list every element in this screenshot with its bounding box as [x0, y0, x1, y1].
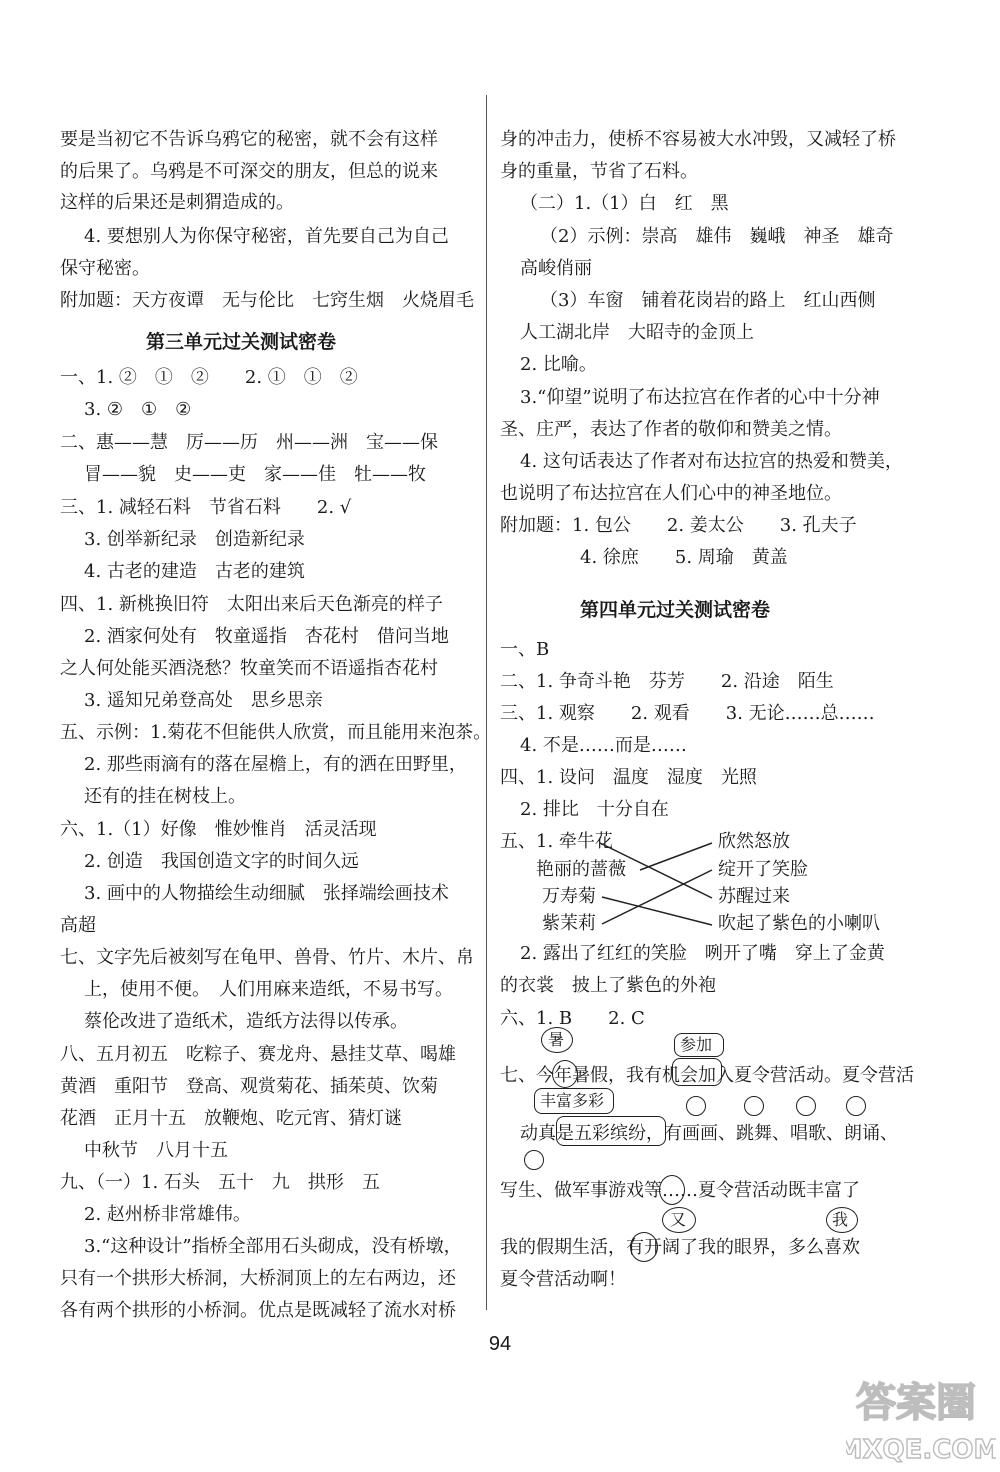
match-right-item: 吹起了紫色的小喇叭: [718, 913, 880, 934]
text-line: 七、今年暑假，我有机会加入夏令营活动。夏令营活: [500, 1065, 914, 1086]
text-line: 2. 排比 十分自在: [520, 799, 669, 820]
correction-circle: [744, 1096, 764, 1116]
correction-circle: [541, 1027, 573, 1053]
correction-circle: [796, 1096, 816, 1116]
correction-mark: 丰富多彩: [540, 1091, 605, 1110]
correction-box: [556, 1116, 666, 1146]
text-line: 冒——貌 史——吏 家——佳 牡——牧: [84, 464, 426, 485]
correction-mark: 又: [670, 1210, 687, 1229]
text-line: 的衣裳 披上了紫色的外袍: [500, 975, 716, 996]
text-line: 附加题：天方夜谭 无与伦比 七窍生烟 火烧眉毛: [60, 290, 474, 311]
watermark-line2: MXQE.COM: [846, 1435, 996, 1465]
text-line: 4. 不是……而是……: [520, 735, 687, 756]
correction-box: [672, 1058, 722, 1086]
match-left-item: 五、1. 牵牛花: [500, 831, 613, 852]
text-line: 写生、做军事游戏等……夏令营活动既丰富了: [500, 1180, 860, 1201]
section-title: 第四单元过关测试密卷: [580, 599, 771, 621]
text-line: 4. 徐庶 5. 周瑜 黄盖: [580, 547, 788, 568]
text-line: 4. 要想别人为你保守秘密，首先要自己为自己: [84, 226, 449, 247]
correction-circle: [524, 1150, 544, 1170]
text-line: 3.“仰望”说明了布达拉宫在作者的心中十分神: [520, 387, 880, 408]
text-line: 2. 酒家何处有 牧童遥指 杏花村 借问当地: [84, 626, 449, 647]
text-line: 圣、庄严，表达了作者的敬仰和赞美之情。: [500, 419, 842, 440]
text-line: 高超: [60, 915, 96, 936]
text-line: 2. 露出了红红的笑脸 咧开了嘴 穿上了金黄: [520, 943, 885, 964]
correction-circle: [662, 1207, 696, 1233]
text-line: 附加题：1. 包公 2. 姜太公 3. 孔夫子: [500, 515, 857, 536]
text-line: 一、B: [500, 639, 550, 660]
match-left-item: 万寿菊: [542, 886, 596, 907]
text-line: 五、示例：1.菊花不但能供人欣赏，而且能用来泡茶。: [60, 722, 492, 743]
text-line: 中秋节 八月十五: [84, 1140, 228, 1161]
text-line: 3. 创举新纪录 创造新纪录: [84, 529, 305, 550]
text-line: 2. 赵州桥非常雄伟。: [84, 1204, 251, 1225]
text-line: 4. 这句话表达了作者对布达拉宫的热爱和赞美，: [520, 451, 903, 472]
text-line: （3）车窗 铺着花岗岩的路上 红山西侧: [540, 290, 876, 311]
text-line: 只有一个拱形大桥洞，大桥洞顶上的左右两边，还: [60, 1268, 456, 1289]
text-line: 保守秘密。: [60, 258, 150, 279]
correction-circle: [826, 1207, 858, 1233]
text-line: 的后果了。乌鸦是不可深交的朋友，但总的说来: [60, 161, 438, 182]
section-title: 第三单元过关测试密卷: [146, 331, 337, 353]
text-line: 身的重量，节省了石料。: [500, 161, 698, 182]
text-line: 七、文字先后被刻写在龟甲、兽骨、竹片、木片、帛: [60, 947, 474, 968]
text-line: 三、1. 观察 2. 观看 3. 无论……总……: [500, 703, 875, 724]
page-number: 94: [488, 1333, 512, 1355]
correction-circle: [630, 1232, 658, 1262]
text-line: 六、1.（1）好像 惟妙惟肖 活灵活现: [60, 819, 377, 840]
text-line: 2. 创造 我国创造文字的时间久远: [84, 851, 359, 872]
text-line: 3.“这种设计”指桥全部用石头砌成，没有桥墩，: [84, 1236, 462, 1257]
text-line: 2. 那些雨滴有的落在屋檐上，有的洒在田野里，: [84, 754, 467, 775]
text-line: 黄酒 重阳节 登高、观赏菊花、插茱萸、饮菊: [60, 1076, 438, 1097]
correction-mark: 我: [832, 1210, 849, 1229]
text-line: （二）1.（1）白 红 黑: [520, 193, 729, 214]
text-line: 二、1. 争奇斗艳 芬芳 2. 沿途 陌生: [500, 671, 834, 692]
correction-box: [674, 1033, 724, 1057]
text-line: 3. 遥知兄弟登高处 思乡思亲: [84, 690, 323, 711]
text-line: 六、1. B 2. C: [500, 1008, 645, 1029]
match-left-item: 紫茉莉: [542, 913, 596, 934]
text-line: 4. 古老的建造 古老的建筑: [84, 561, 305, 582]
text-line: 夏令营活动啊！: [500, 1269, 626, 1290]
text-line: 高峻俏丽: [520, 258, 592, 279]
text-line: 二、惠——慧 厉——历 州——洲 宝——保: [60, 432, 438, 453]
text-line: 各有两个拱形的小桥洞。优点是既减轻了流水对桥: [60, 1300, 456, 1321]
text-line: 动真是五彩缤纷，有画画、跳舞、唱歌、朗诵、: [520, 1123, 898, 1144]
text-line: 上，使用不便。 人们用麻来造纸，不易书写。: [84, 979, 453, 1000]
correction-circle: [846, 1096, 866, 1116]
text-line: 2. 比喻。: [520, 354, 597, 375]
text-line: 人工湖北岸 大昭寺的金顶上: [520, 322, 754, 343]
watermark-line1: 答案圈: [856, 1380, 976, 1426]
text-line: 3. ② ① ②: [84, 399, 192, 420]
correction-circle: [552, 1060, 578, 1088]
text-line: （2）示例：崇高 雄伟 巍峨 神圣 雄奇: [540, 226, 894, 247]
correction-mark: 参加: [680, 1035, 713, 1054]
text-line: 八、五月初五 吃粽子、赛龙舟、悬挂艾草、喝雄: [60, 1044, 456, 1065]
match-left-item: 艳丽的蔷薇: [536, 859, 626, 880]
text-line: 四、1. 新桃换旧符 太阳出来后天色渐亮的样子: [60, 594, 443, 615]
match-right-item: 苏醒过来: [718, 886, 790, 907]
match-right-item: 绽开了笑脸: [718, 859, 808, 880]
correction-mark: 暑: [548, 1030, 565, 1049]
watermark-logo: [846, 1368, 996, 1468]
text-line: 我的假期生活，有开阔了我的眼界，多么喜欢: [500, 1237, 860, 1258]
text-line: 还有的挂在树枝上。: [84, 786, 246, 807]
text-line: 身的冲击力，使桥不容易被大水冲毁，又减轻了桥: [500, 129, 896, 150]
match-right-item: 欣然怒放: [718, 831, 790, 852]
text-line: 一、1. ② ① ② 2. ① ① ②: [60, 367, 358, 388]
text-line: 九、（一）1. 石头 五十 九 拱形 五: [60, 1172, 380, 1193]
text-line: 3. 画中的人物描绘生动细腻 张择端绘画技术: [84, 883, 449, 904]
text-line: 要是当初它不告诉乌鸦它的秘密，就不会有这样: [60, 129, 438, 150]
text-line: 花酒 正月十五 放鞭炮、吃元宵、猜灯谜: [60, 1108, 402, 1129]
text-line: 也说明了布达拉宫在人们心中的神圣地位。: [500, 483, 842, 504]
correction-box: [534, 1088, 614, 1114]
correction-circle: [659, 1175, 685, 1205]
text-line: 三、1. 减轻石料 节省石料 2. √: [60, 497, 352, 518]
text-line: 蔡伦改进了造纸术，造纸方法得以传承。: [84, 1011, 408, 1032]
text-line: 四、1. 设问 温度 湿度 光照: [500, 767, 757, 788]
text-line: 这样的后果还是刺猬造成的。: [60, 192, 294, 213]
correction-circle: [686, 1096, 706, 1116]
text-line: 之人何处能买酒浇愁？牧童笑而不语遥指杏花村: [60, 658, 438, 679]
